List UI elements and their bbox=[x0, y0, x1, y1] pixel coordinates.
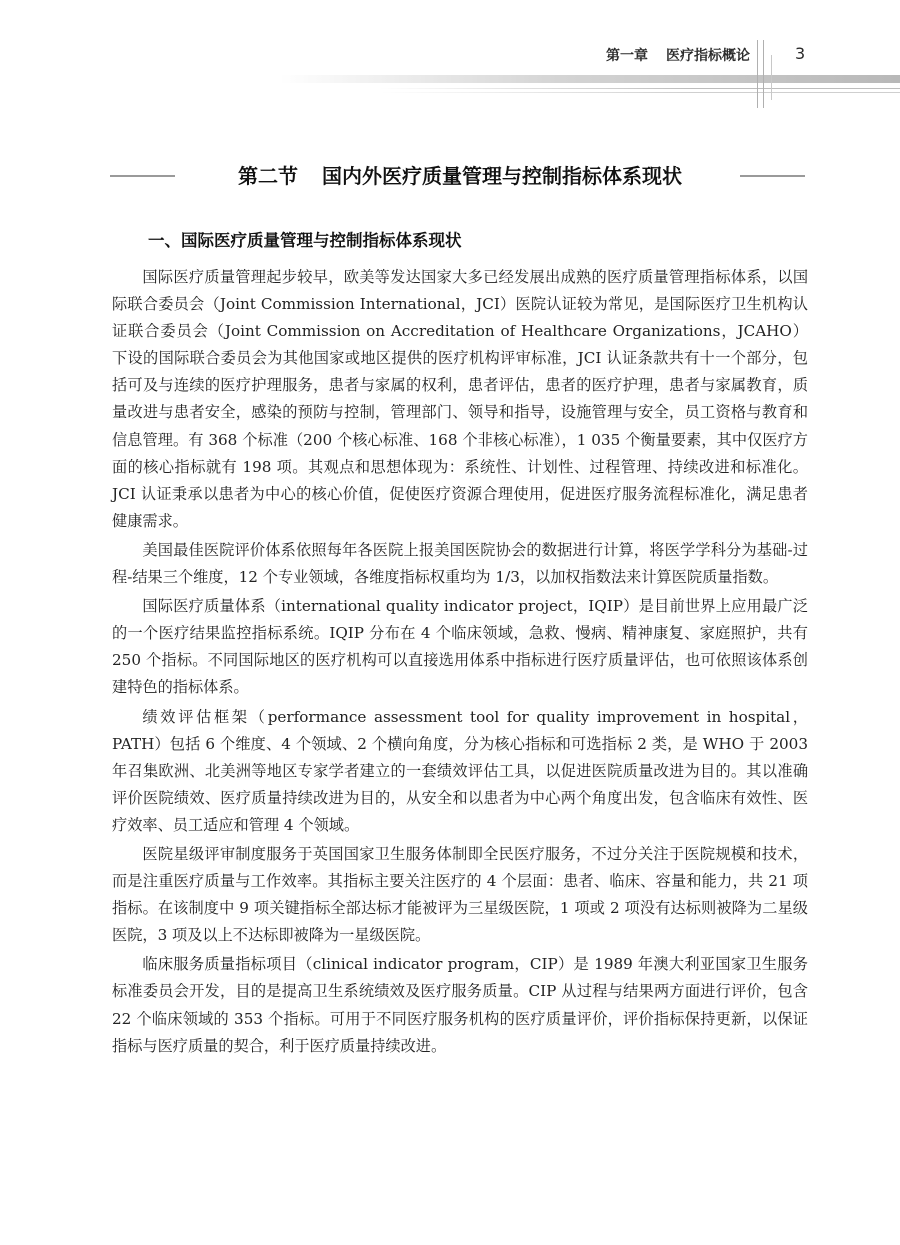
chapter-title: 医疗指标概论 bbox=[666, 48, 750, 64]
header-decor-line bbox=[380, 88, 900, 89]
section-number: 第二节 bbox=[238, 164, 298, 188]
header-decor-line bbox=[380, 92, 900, 93]
subsection-heading: 一、国际医疗质量管理与控制指标体系现状 bbox=[148, 231, 462, 250]
header-decor-vline bbox=[757, 40, 758, 108]
header-decor-vline bbox=[771, 55, 772, 100]
page-number: 3 bbox=[795, 44, 806, 63]
section-title-text: 国内外医疗质量管理与控制指标体系现状 bbox=[322, 164, 682, 188]
paragraph-iqip: 国际医疗质量体系（international quality indicator project，IQIP）是目前世界上应用最广泛的一个医疗结果监控指标系统。IQIP 分布在 4 个临床领域，急救、慢病、精神康复、家庭照护，共有 250 个指标。不同国际地区的医疗机构可以直接选用体系中指标进行医疗质量评估，也可依照该体系创建特色的指标体系。 bbox=[112, 597, 808, 697]
paragraph-us-best-hospitals: 美国最佳医院评价体系依照每年各医院上报美国医院协会的数据进行计算，将医学学科分为基础-过程-结果三个维度，12 个专业领域，各维度指标权重均为 1/3，以加权指数法来计算医院质量指数。 bbox=[112, 540, 808, 587]
paragraph-jci: 国际医疗质量管理起步较早，欧美等发达国家大多已经发展出成熟的医疗质量管理指标体系，以国际联合委员会（Joint Commission International，JCI）医院认证较为常见，是国际医疗卫生机构认证联合委员会（Joint Commission on Accreditation of Healthcare Organizations，JCAHO）下设的国际联合委员会为其他国家或地区提供的医疗机构评审标准，JCI 认证条款共有十一个部分，包括可及与连续的医疗护理服务，患者与家属的权利，患者评估，患者的医疗护理，患者与家属教育，质量改进与患者安全，感染的预防与控制，管理部门、领导和指导，设施管理与安全，员工资格与教育和信息管理。有 368 个标准（200 个核心标准、168 个非核心标准），1 035 个衡量要素，其中仅医疗方面的核心指标就有 198 项。其观点和思想体现为：系统性、计划性、过程管理、持续改进和标准化。JCI 认证秉承以患者为中心的核心价值，促使医疗资源合理使用，促进医疗服务流程标准化，满足患者健康需求。 bbox=[112, 268, 808, 530]
chapter-number: 第一章 bbox=[606, 48, 648, 64]
header-decor-vline bbox=[763, 40, 764, 108]
paragraph-path: 绩效评估框架（performance assessment tool for quality improvement in hospital，PATH）包括 6 个维度、4 个领域、2 个横向角度，分为核心指标和可选指标 2 类，是 WHO 于 2003 年召集欧洲、北美洲等地区专家学者建立的一套绩效评估工具，以促进医院质量改进为目的。其以准确评价医院绩效、医疗质量持续改进为目的，从安全和以患者为中心两个角度出发，包含临床有效性、医疗效率、员工适应和管理 4 个领域。 bbox=[112, 707, 808, 834]
header-decor-bar bbox=[280, 75, 900, 83]
paragraph-uk-star-rating: 医院星级评审制度服务于英国国家卫生服务体制即全民医疗服务，不过分关注于医院规模和技术，而是注重医疗质量与工作效率。其指标主要关注医疗的 4 个层面：患者、临床、容量和能力，共 21 项指标。在该制度中 9 项关键指标全部达标才能被评为三星级医院，1 项或 2 项没有达标则被降为二星级医院，3 项及以上不达标即被降为一星级医院。 bbox=[112, 844, 808, 945]
title-rule-right bbox=[740, 175, 805, 177]
running-head bbox=[540, 45, 750, 65]
body-text bbox=[112, 264, 808, 1062]
title-rule-left bbox=[110, 175, 175, 177]
section-title bbox=[185, 157, 735, 195]
paragraph-cip: 临床服务质量指标项目（clinical indicator program，CIP）是 1989 年澳大利亚国家卫生服务标准委员会开发，目的是提高卫生系统绩效及医疗服务质量。CIP 从过程与结果两方面进行评价，包含 22 个临床领域的 353 个指标。可用于不同医疗服务机构的医疗质量评价，评价指标保持更新，以保证指标与医疗质量的契合，利于医疗质量持续改进。 bbox=[112, 955, 808, 1055]
